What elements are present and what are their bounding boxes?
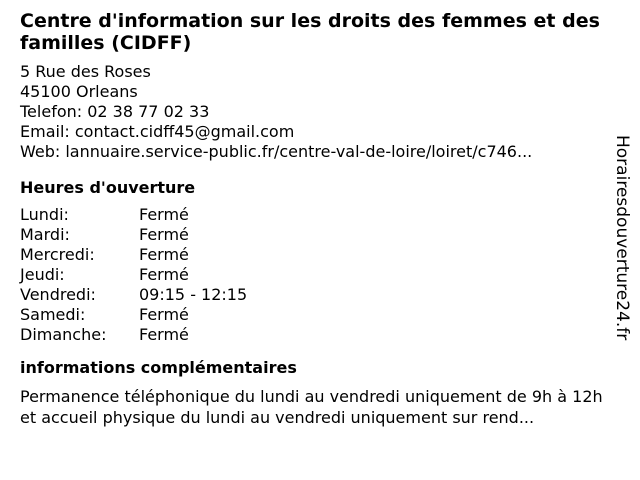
hours-row <box>20 305 612 325</box>
hours-row <box>20 265 612 285</box>
hours-time: Fermé <box>139 205 189 224</box>
hours-heading: Heures d'ouverture <box>20 178 196 197</box>
hours-row <box>20 325 612 345</box>
hours-row <box>20 225 612 245</box>
hours-day: Jeudi: <box>20 265 65 284</box>
hours-time: Fermé <box>139 325 189 344</box>
info-heading: informations complémentaires <box>20 358 297 377</box>
hours-time: Fermé <box>139 305 189 324</box>
hours-row <box>20 205 612 225</box>
hours-day: Mercredi: <box>20 245 95 264</box>
hours-table <box>20 205 612 345</box>
street-address: 5 Rue des Roses <box>20 62 151 81</box>
hours-day: Dimanche: <box>20 325 107 344</box>
hours-time: 09:15 - 12:15 <box>139 285 248 304</box>
hours-row <box>20 285 612 305</box>
hours-time: Fermé <box>139 265 189 284</box>
city-address: 45100 Orleans <box>20 82 138 101</box>
site-watermark[interactable]: Horairesdouverture24.fr <box>612 135 632 341</box>
email-line[interactable]: Email: contact.cidff45@gmail.com <box>20 122 295 141</box>
hours-row <box>20 245 612 265</box>
contact-block <box>20 62 612 162</box>
hours-time: Fermé <box>139 245 189 264</box>
phone-line[interactable]: Telefon: 02 38 77 02 33 <box>20 102 210 121</box>
hours-time: Fermé <box>139 225 189 244</box>
business-name: Centre d'information sur les droits des femmes et des familles (CIDFF) <box>20 10 600 54</box>
hours-day: Lundi: <box>20 205 69 224</box>
hours-day: Mardi: <box>20 225 70 244</box>
hours-day: Vendredi: <box>20 285 96 304</box>
hours-day: Samedi: <box>20 305 86 324</box>
info-text: Permanence téléphonique du lundi au vendredi uniquement de 9h à 12h et accueil physique du lundi au vendredi uniquement sur rend... <box>20 387 603 427</box>
business-card <box>20 10 612 428</box>
web-line[interactable]: Web: lannuaire.service-public.fr/centre-val-de-loire/loiret/c746... <box>20 142 533 161</box>
